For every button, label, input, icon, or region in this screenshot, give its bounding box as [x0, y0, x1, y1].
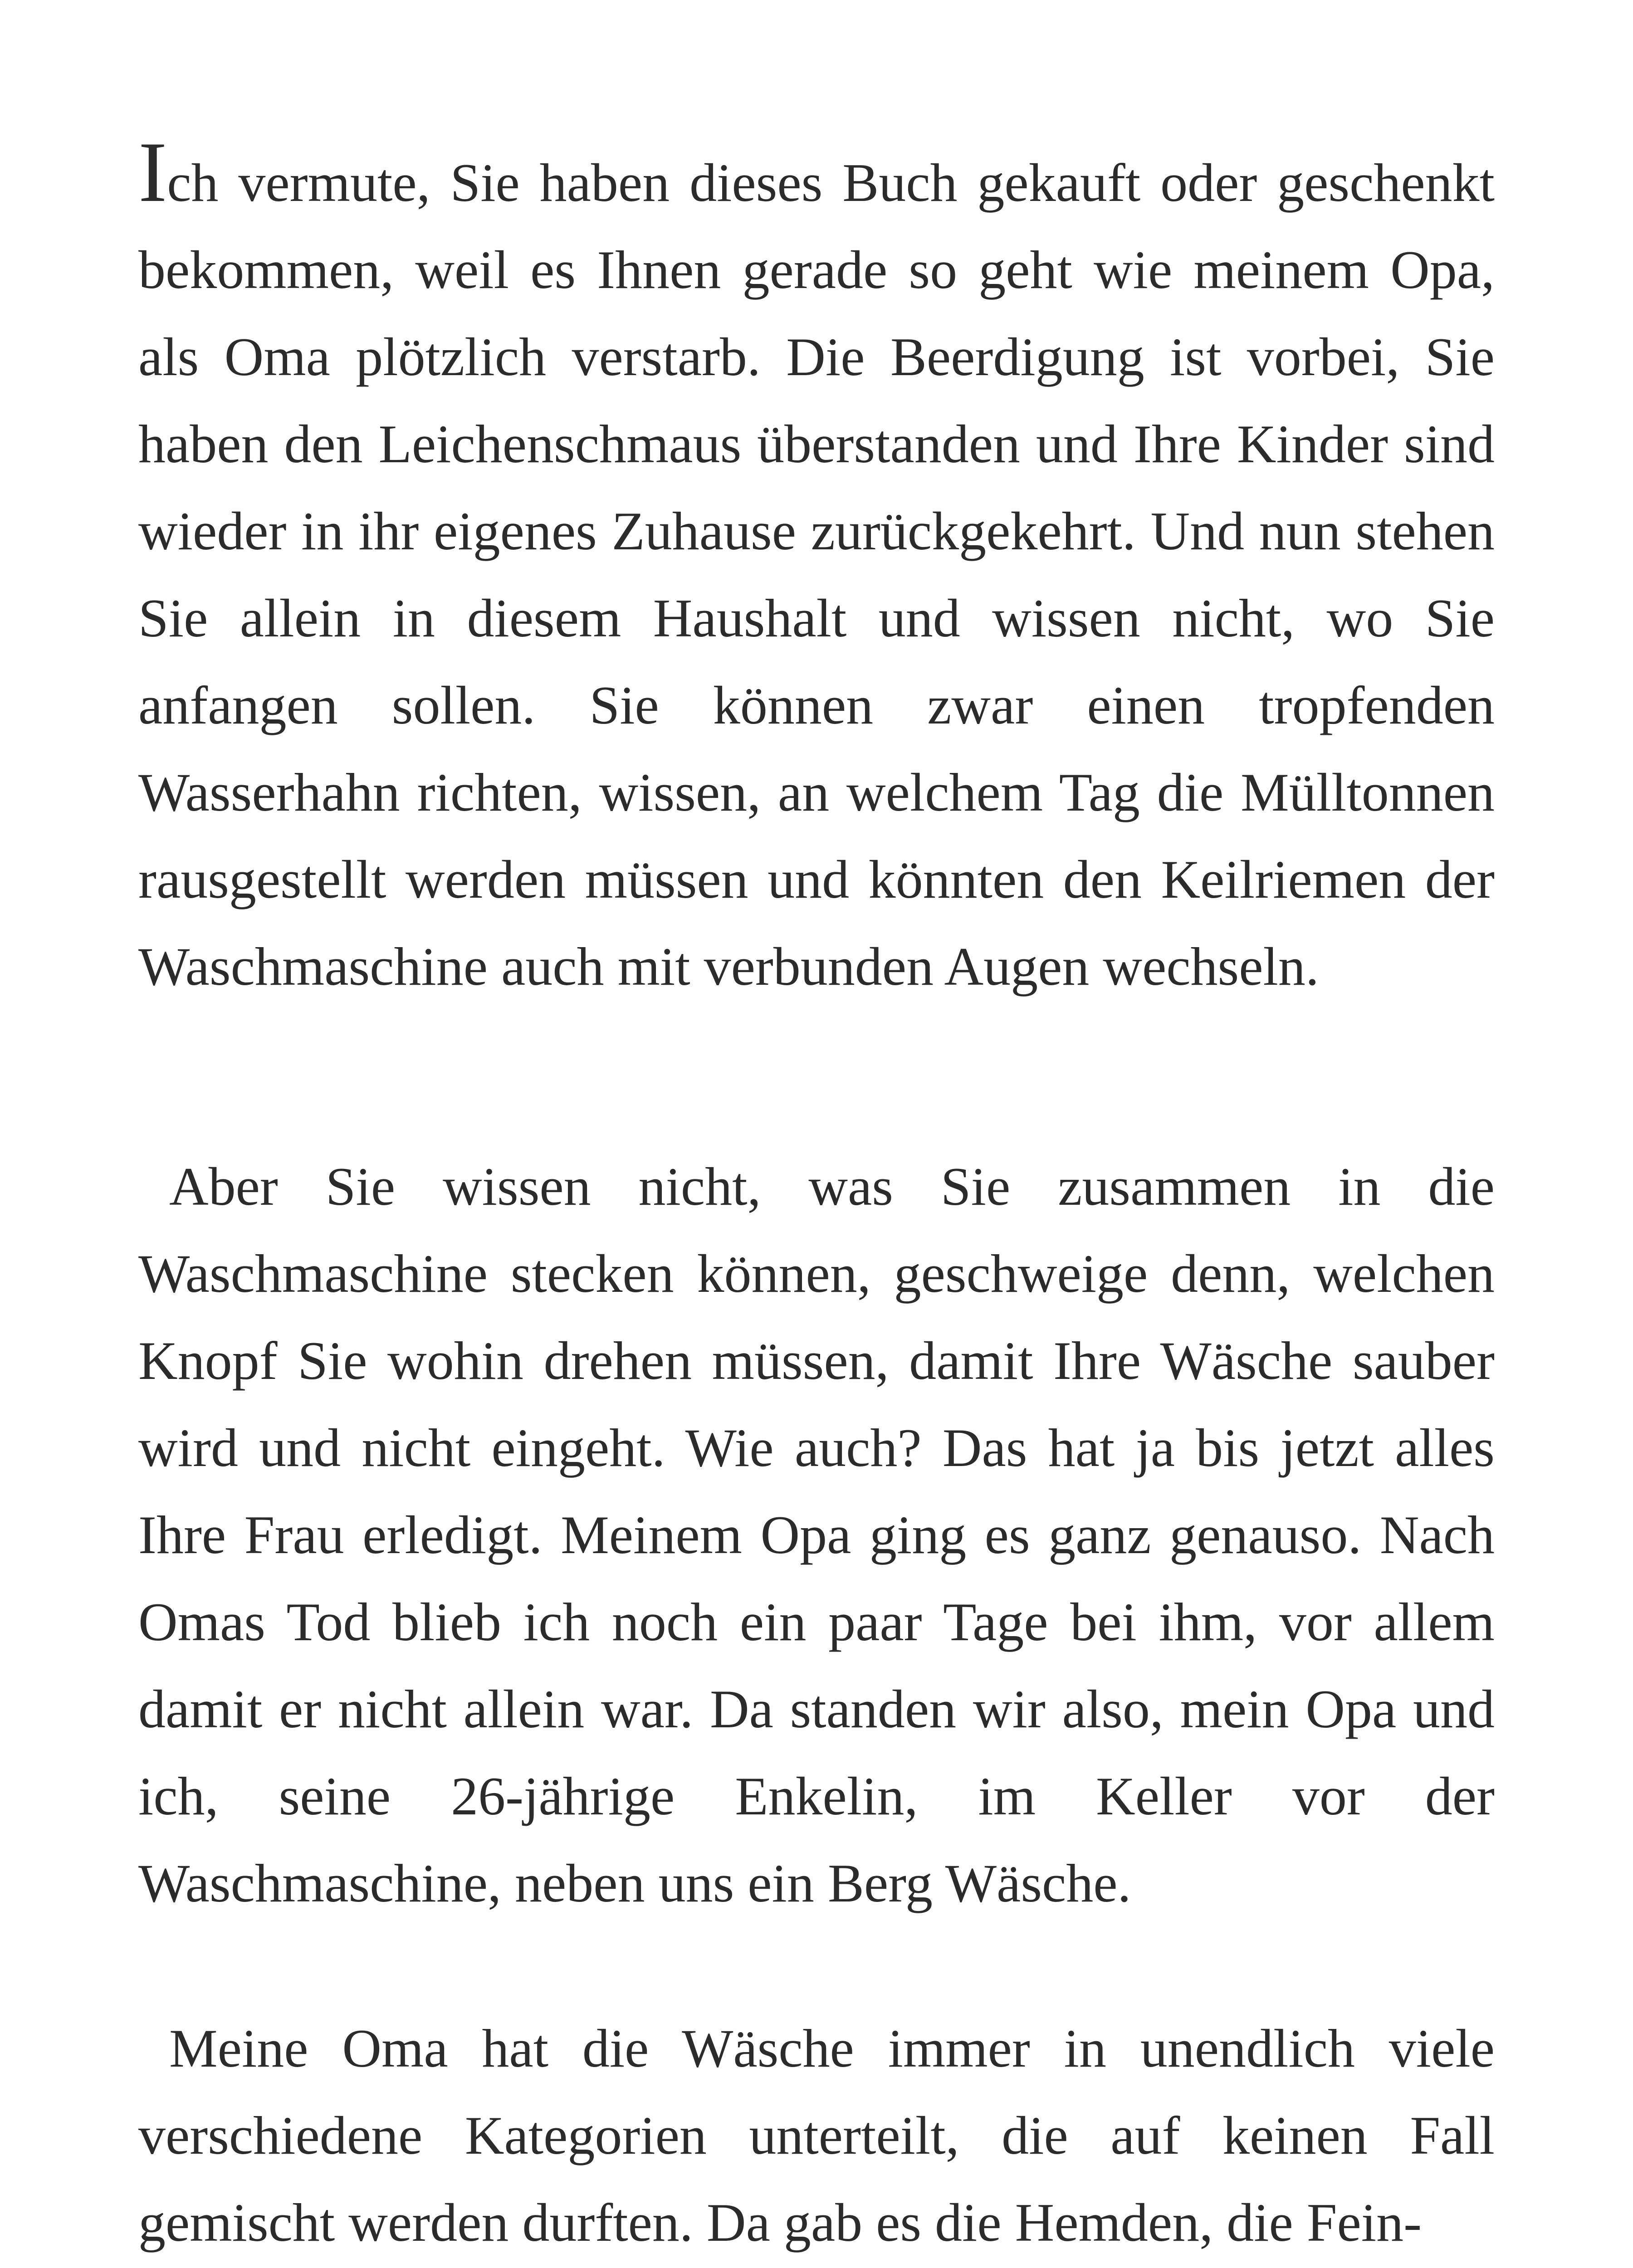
paragraph-2-text: Aber Sie wissen nicht, was Sie zusammen in die Waschmaschine stecken können, geschweige denn, welchen Knopf Sie wohin drehen müssen, damit Ihre Wäsche sauber wird und nicht eingeht. Wie auch? Das hat ja bis jetzt alles Ihre Frau erledigt. Meinem Opa ging es ganz genauso. Nach Omas Tod blieb ich noch ein paar Tage bei ihm, vor allem damit er nicht allein war. Da standen wir also, mein Opa und ich, seine 26-jährige Enkelin, im Keller vor der Waschmaschine, neben uns ein Berg Wäsche. — [138, 1156, 1495, 1913]
paragraph-2 — [138, 1143, 1495, 1927]
paragraph-1 — [138, 125, 1495, 1010]
drop-cap: I — [138, 125, 167, 220]
paragraph-1-text: ch vermute, Sie haben dieses Buch gekauft oder geschenkt bekommen, weil es Ihnen gerade so geht wie meinem Opa, als Oma plötzlich verstarb. Die Beerdigung ist vorbei, Sie haben den Leichenschmaus überstanden und Ihre Kinder sind wieder in ihr eigenes Zuhause zurückgekehrt. Und nun stehen Sie allein in diesem Haushalt und wissen nicht, wo Sie anfangen sollen. Sie können zwar einen tropfenden Wasserhahn richten, wissen, an welchem Tag die Mülltonnen rausgestellt werden müssen und könnten den Keilriemen der Waschmaschine auch mit verbunden Augen wechseln. — [138, 152, 1495, 997]
paragraph-3-text: Meine Oma hat die Wäsche immer in unendlich viele verschiedene Kategorien unterteilt, die auf keinen Fall gemischt werden durften. Da gab es die Hemden, die Fein- — [138, 2018, 1495, 2253]
paragraph-3 — [138, 2005, 1495, 2266]
